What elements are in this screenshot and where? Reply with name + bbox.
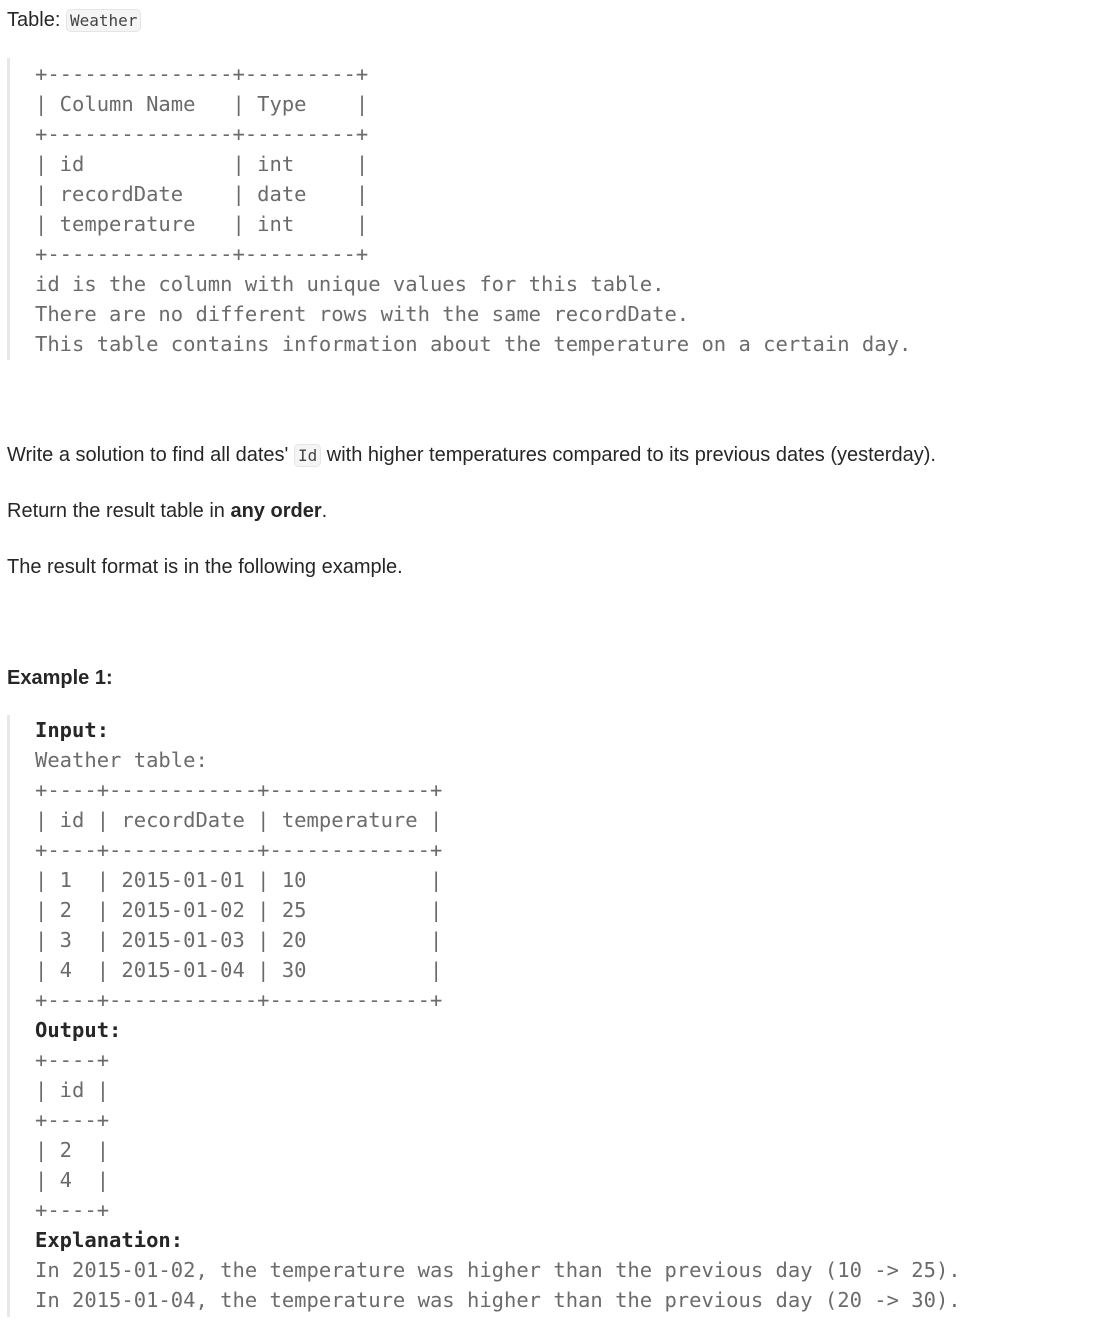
table-name-code: Weather <box>66 9 141 32</box>
id-code: Id <box>294 444 321 467</box>
explanation-text: In 2015-01-02, the temperature was higher than the previous day (10 -> 25). In 2015-01-04, the temperature was higher than the previous day (20 -> 30). <box>35 1258 961 1312</box>
example-block <box>7 715 961 1317</box>
schema-ascii-table: +---------------+---------+ | Column Name | Type | +---------------+---------+ | id | int | | recordDate | date | | temperature | int | +---------------+---------+ id is the column with unique values for this table. There are no different rows with the same recordDate. This table contains information about the temperature on a certain day. <box>35 62 912 356</box>
example-title: Example 1: <box>7 667 113 689</box>
description-paragraph-2 <box>7 497 327 525</box>
input-label: Input: <box>35 718 110 742</box>
schema-label: Table: <box>7 9 66 31</box>
p1-text-before: Write a solution to find all dates' <box>7 444 294 466</box>
description-paragraph-3: The result format is in the following example. <box>7 556 403 578</box>
p1-text-after: with higher temperatures compared to its previous dates (yesterday). <box>321 444 936 466</box>
input-text: Weather table: +----+------------+-------------+ | id | recordDate | temperature | +----+------------+-------------+ | 1 | 2015-01-01 | 10 | | 2 | 2015-01-02 | 25 | | 3 | 2015-01-03 | 20 | | 4 | 2015-01-04 | 30 | +----+------------+-------------+ <box>35 748 443 1012</box>
description-paragraph-1 <box>7 441 936 470</box>
schema-block <box>7 58 911 360</box>
p2-text-before: Return the result table in <box>7 500 231 522</box>
output-label: Output: <box>35 1018 122 1042</box>
output-text: +----+ | id | +----+ | 2 | | 4 | +----+ <box>35 1048 110 1222</box>
p2-bold: any order <box>230 500 322 522</box>
explanation-label: Explanation: <box>35 1228 184 1252</box>
p2-text-after: . <box>321 500 328 522</box>
schema-heading <box>7 6 141 35</box>
